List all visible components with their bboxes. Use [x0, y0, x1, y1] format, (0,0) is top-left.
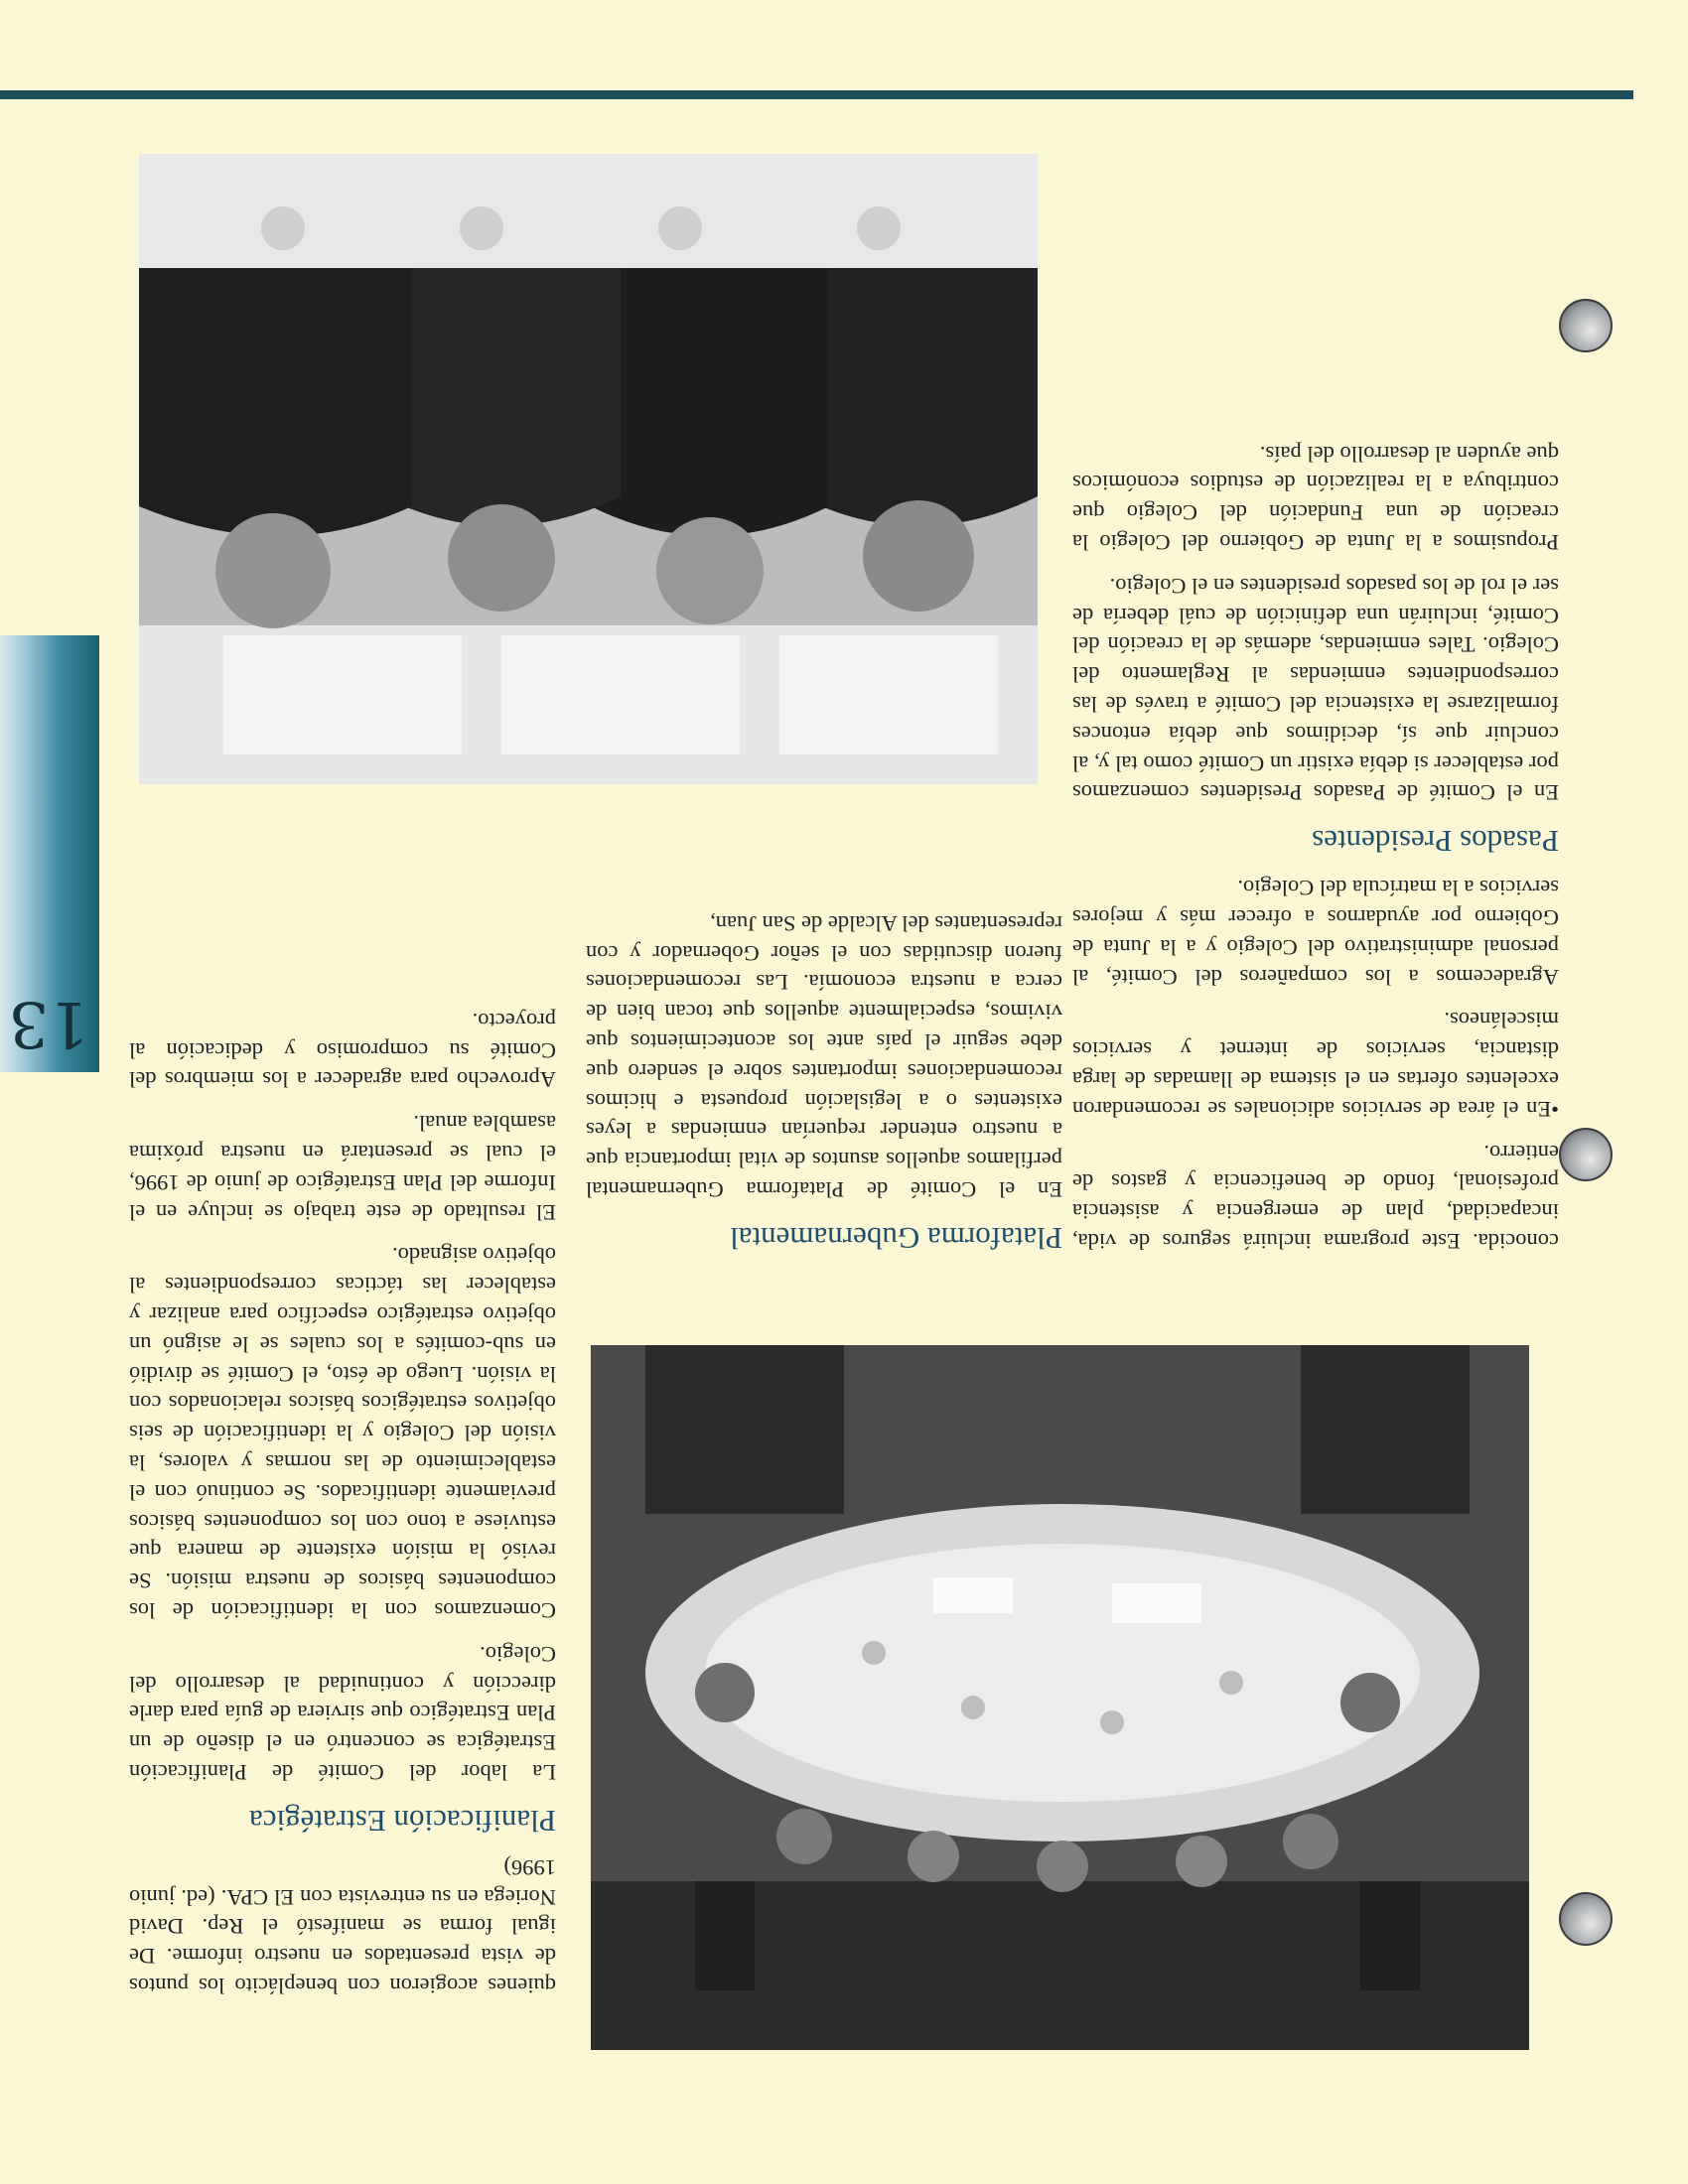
- column-plataforma: [586, 894, 1062, 1256]
- column-planificacion: [129, 992, 556, 2000]
- paragraph: En el Comité de Plataforma Gubernamental perfilamos aquellos asuntos de vital importancia que a nuestro entender requerían enmiendas a leyes existentes o a legislación propuesta e hicimos recomendaciones importantes sobre el sendero que debe seguir el país ante los acontecimientos que vivimos, especialmente aquellos que tocan bien de cerca a nuestra economía. Las recomendaciones fueron discutidas con el señor Gobernador y con representantes del Alcalde de San Juan,: [586, 910, 1062, 1202]
- binder-hole-icon: [1559, 1128, 1613, 1181]
- meeting-photo-icon: [591, 1345, 1529, 2050]
- paragraph: El resultado de este trabajo se incluye en el Informe del Plan Estratégico de junio de 1996, el cual se presentará en nuestra próxima asamblea anual.: [129, 1111, 556, 1225]
- page-number-tab: [0, 635, 99, 1072]
- intro-paragraph: quienes acogieron con beneplácito los puntos de vista presentados en nuestro informe. De igual forma se manifestó el Rep. David Noriega en su entrevista con El CPA. (ed. junio 1996): [129, 1854, 556, 1998]
- dinner-photo-icon: [139, 154, 1038, 784]
- heading-plataforma: Plataforma Gubernamental: [730, 1221, 1062, 1256]
- paragraph: conocida. Este programa incluirá seguros de vida, incapacidad, plan de emergencia y asistencia profesional, fondo de beneficencia y gastos de entierro.: [1072, 1140, 1559, 1254]
- bullet-paragraph: •En el área de servicios adicionales se recomendaron excelentes ofertas en el sistema de llamadas de larga distancia, servicios de internet y servicios misceláneos.: [1072, 1008, 1559, 1122]
- paragraph: Comenzamos con la identificación de los componentes básicos de nuestra misión. Se revisó la misión existente de manera que estuviese a tono con los componentes básicos previamente identificados. Se continuó con el establecimiento de las normas y valores, la visión del Colegio y la identificación de seis objetivos estratégicos básicos relacionados con la visión. Luego de ésto, el Comité se dividió en sub-comités a los cuales se le asignó un objetivo estratégico específico para analizar y establecer las tácticas correspondientes al objetivo asignado.: [129, 1243, 556, 1624]
- heading-pasados-presidentes: Pasados Presidentes: [1312, 824, 1559, 860]
- paragraph: Agradecemos a los compañeros del Comité, al personal administrativo del Colegio y a la Junta de Gobierno por ayudarnos a ofrecer más y mejores servicios a la matrícula del Colegio.: [1072, 876, 1559, 990]
- heading-planificacion: Planificación Estratégica: [248, 1804, 556, 1840]
- top-rule: [0, 90, 1633, 99]
- meeting-photo-icon: [591, 1345, 1529, 2050]
- paragraph: En el Comité de Pasados Presidentes comenzamos por establecer si debía existir un Comité como tal y, al concluir que sí, decidimos que debía entonces formalizarse la existencia del Comité a través de las correspondientes enmiendas al Reglamento del Colegio. Tales enmiendas, además de la creación del Comité, incluirán una definición de cuál debería de ser el rol de los pasados presidentes en el Colegio.: [1072, 573, 1559, 806]
- paragraph: Aprovecho para agradecer a los miembros del Comité su compromiso y dedicación al proyecto.: [129, 1008, 556, 1093]
- paragraph: La labor del Comité de Planificación Estratégica se concentró en el diseño de un Plan Estratégico que sirviera de guía para darle dirección y continuidad al desarrollo del Colegio.: [129, 1641, 556, 1786]
- column-servicios: [1072, 425, 1559, 1256]
- binder-hole-icon: [1559, 299, 1613, 352]
- paragraph: Propusimos a la Junta de Gobierno del Colegio la creación de una Fundación del Colegio que contribuya a la realización de estudios económicos que ayuden al desarrollo del país.: [1072, 441, 1559, 556]
- dinner-photo-icon: [139, 154, 1038, 784]
- binder-hole-icon: [1559, 1892, 1613, 1946]
- page-number: 13: [8, 987, 89, 1060]
